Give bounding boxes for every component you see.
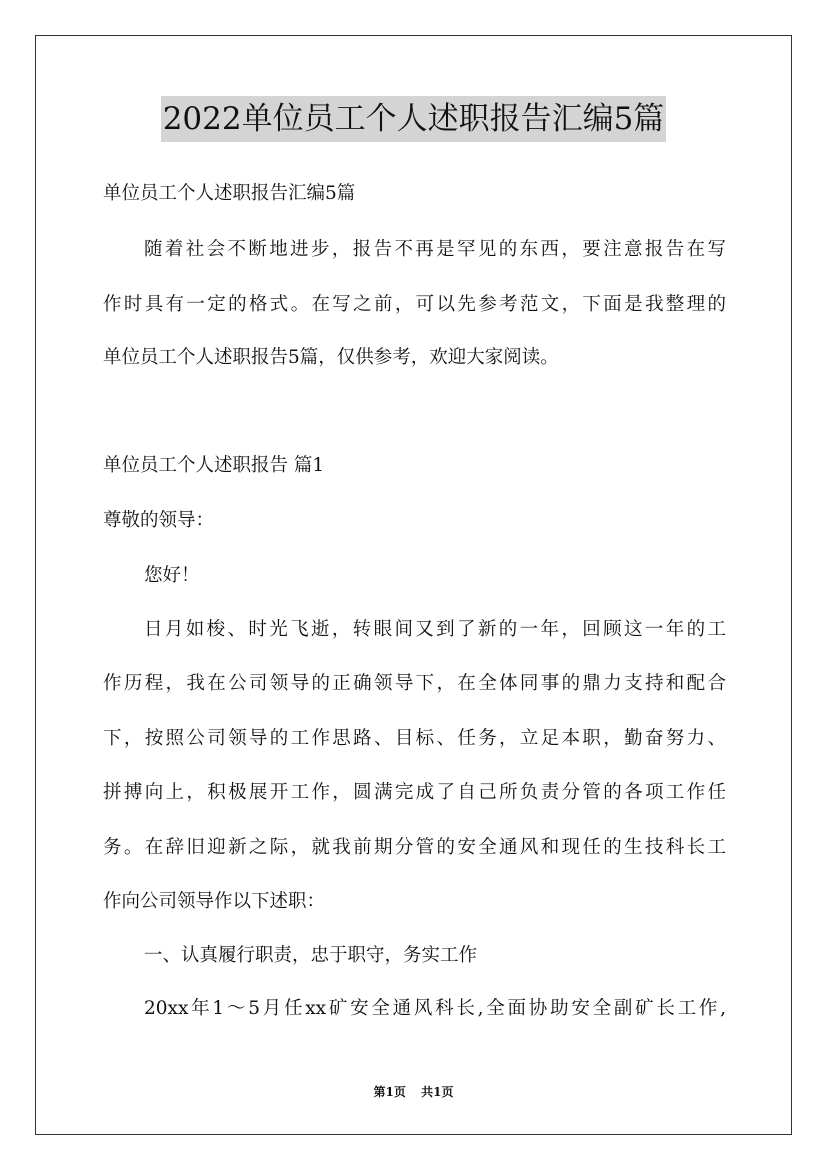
body-line: 作向公司领导作以下述职： <box>103 891 326 912</box>
body-line: 日月如梭、时光飞逝，转眼间又到了新的一年，回顾这一年的工 <box>144 619 726 640</box>
section-heading: 单位员工个人述职报告 篇1 <box>103 455 325 476</box>
page-total: 共1页 <box>421 1085 454 1099</box>
page-number: 第1页 <box>373 1085 406 1099</box>
point-heading: 一、认真履行职责，忠于职守，务实工作 <box>144 945 478 966</box>
intro-line: 随着社会不断地进步，报告不再是罕见的东西，要注意报告在写 <box>144 239 726 260</box>
page-footer <box>0 1084 827 1100</box>
body-line: 20xx年1～5月任xx矿安全通风科长,全面协助安全副矿长工作, <box>144 998 726 1019</box>
intro-line: 作时具有一定的格式。在写之前，可以先参考范文，下面是我整理的 <box>103 294 726 315</box>
subtitle: 单位员工个人述职报告汇编5篇 <box>103 183 356 204</box>
body-line: 拼搏向上，积极展开工作，圆满完成了自己所负责分管的各项工作任 <box>103 782 726 803</box>
greeting: 您好！ <box>144 565 200 586</box>
body-line: 作历程，我在公司领导的正确领导下，在全体同事的鼎力支持和配合 <box>103 673 726 694</box>
body-line: 下，按照公司领导的工作思路、目标、任务，立足本职，勤奋努力、 <box>103 728 726 749</box>
document-title: 2022单位员工个人述职报告汇编5篇 <box>161 96 667 142</box>
intro-line: 单位员工个人述职报告5篇，仅供参考，欢迎大家阅读。 <box>103 347 559 368</box>
title-block <box>0 96 827 142</box>
body-line: 务。在辞旧迎新之际，就我前期分管的安全通风和现任的生技科长工 <box>103 837 726 858</box>
salutation: 尊敬的领导： <box>103 510 215 531</box>
